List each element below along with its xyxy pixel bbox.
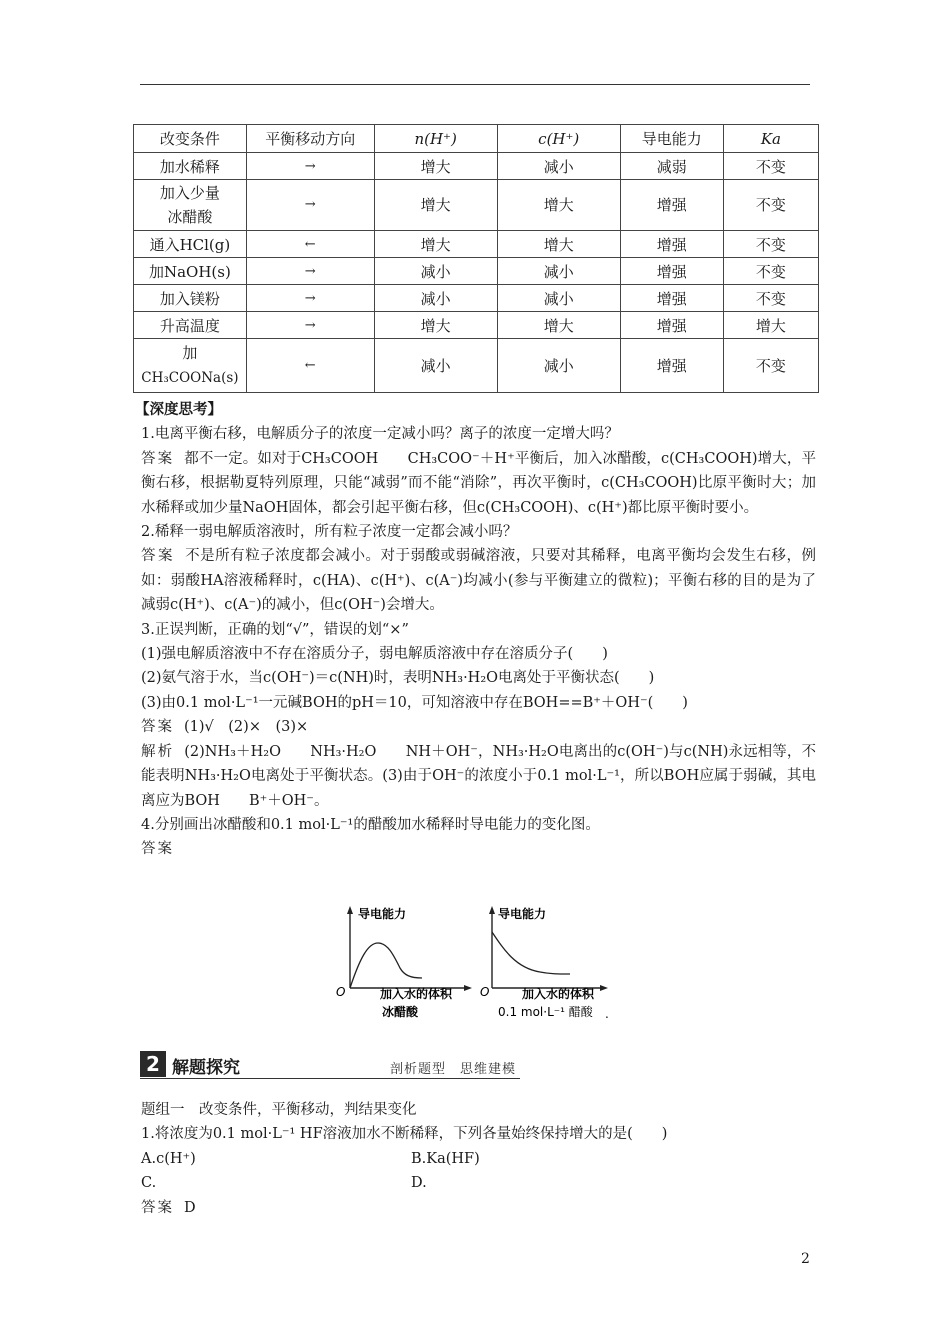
cell-direction: → [246, 258, 374, 285]
table-row [134, 258, 819, 285]
question-4: 4.分别画出冰醋酸和0.1 mol·L⁻¹的醋酸加水稀释时导电能力的变化图。 [141, 816, 600, 833]
section-title: 解题探究 [172, 1058, 240, 1078]
cell-n: 减小 [374, 258, 497, 285]
analysis-3-text: (2)NH₃＋H₂O NH₃·H₂O NH＋OH⁻，NH₃·H₂O电离出的c(OH⁻)与c(NH)永远相等，不能表明NH₃·H₂O电离处于平衡状态。(3)由于OH⁻的浓度小于0.1 mol·L⁻¹，所以BOH应属于弱碱，其电离应为BOH B⁺＋OH⁻。 [141, 743, 817, 809]
cell-direction: → [246, 285, 374, 312]
exercise-answer-text: D [184, 1199, 196, 1216]
question-1: 1.电离平衡右移，电解质分子的浓度一定减小吗？离子的浓度一定增大吗？ [141, 426, 619, 443]
cell-ka: 增大 [723, 312, 818, 339]
answer-3-text: (1)√ (2)× (3)× [184, 719, 309, 736]
table-row [134, 153, 819, 180]
table-row [134, 231, 819, 258]
col-header-conductivity: 导电能力 [620, 125, 723, 153]
cell-conductivity: 增强 [620, 258, 723, 285]
cell-direction: → [246, 312, 374, 339]
cell-condition-line2: CH₃COONa(s) [141, 370, 239, 386]
left-x-arrow-icon [464, 985, 472, 991]
cell-c: 减小 [497, 285, 620, 312]
exercise-answer [141, 1196, 816, 1220]
col-header-c-h: c(H⁺) [497, 125, 620, 153]
cell-direction: → [246, 180, 374, 231]
cell-ka: 不变 [723, 285, 818, 312]
right-origin-label: O [480, 985, 490, 999]
cell-condition [134, 180, 247, 231]
cell-c: 减小 [497, 339, 620, 393]
section-number: 2 [140, 1051, 166, 1077]
option-c: C. [141, 1175, 157, 1192]
cell-condition: 加入镁粉 [134, 285, 247, 312]
conductivity-graphs [336, 898, 626, 1026]
option-b: B.Ka(HF) [411, 1150, 480, 1167]
answer-label: 答案 [141, 1199, 174, 1216]
question-3-2: (2)氨气溶于水，当c(OH⁻)＝c(NH)时，表明NH₃·H₂O电离处于平衡状态( ) [141, 670, 655, 687]
cell-condition-line2: 冰醋酸 [167, 208, 213, 226]
right-y-label: 导电能力 [498, 907, 547, 921]
answer-label: 答案 [141, 841, 174, 858]
col-header-ka: Ka [723, 125, 818, 153]
option-d: D. [411, 1175, 427, 1192]
cell-n: 增大 [374, 153, 497, 180]
question-3-1: (1)强电解质溶液中不存在溶质分子，弱电解质溶液中存在溶质分子( ) [141, 646, 608, 663]
left-x-label: 加入水的体积 [380, 987, 453, 1001]
cell-n: 增大 [374, 312, 497, 339]
cell-c: 减小 [497, 153, 620, 180]
table-row [134, 285, 819, 312]
right-caption: 0.1 mol·L⁻¹ 醋酸 [498, 1005, 593, 1019]
analysis-3 [141, 740, 816, 813]
analysis-label: 解析 [141, 743, 175, 760]
cell-direction: ← [246, 339, 374, 393]
answer-label: 答案 [141, 548, 176, 565]
answer-label: 答案 [141, 719, 174, 736]
left-caption: 冰醋酸 [382, 1005, 419, 1019]
right-x-arrow-icon [600, 985, 608, 991]
right-x-label: 加入水的体积 [522, 987, 595, 1001]
cell-conductivity: 增强 [620, 231, 723, 258]
cell-ka: 不变 [723, 258, 818, 285]
cell-direction: ← [246, 231, 374, 258]
header-rule [140, 84, 810, 85]
cell-conductivity: 减弱 [620, 153, 723, 180]
cell-n: 减小 [374, 339, 497, 393]
cell-ka: 不变 [723, 339, 818, 393]
cell-n: 增大 [374, 231, 497, 258]
group-title: 题组一 改变条件，平衡移动，判结果变化 [141, 1102, 417, 1118]
section-rule [140, 1078, 520, 1079]
options-cd [141, 1171, 816, 1195]
left-y-arrow-icon [347, 906, 353, 914]
answer-4 [141, 837, 816, 861]
answer-1 [141, 447, 816, 520]
cell-condition: 升高温度 [134, 312, 247, 339]
cell-n: 减小 [374, 285, 497, 312]
option-a: A.c(H⁺) [141, 1150, 196, 1167]
left-y-label: 导电能力 [358, 907, 407, 921]
answer-2-text: 不是所有粒子浓度都会减小。对于弱酸或弱碱溶液，只要对其稀释，电离平衡均会发生右移，例如：弱酸HA溶液稀释时，c(HA)、c(H⁺)、c(A⁻)均减小(参与平衡建立的微粒)；平衡右移的目的是为了减弱c(H⁺)、c(A⁻)的减小，但c(OH⁻)会增大。 [141, 548, 817, 614]
table-row [134, 339, 819, 393]
cell-direction: → [246, 153, 374, 180]
right-curve [492, 932, 570, 974]
page-number: 2 [801, 1251, 810, 1267]
answer-1-text: 都不一定。如对于CH₃COOH CH₃COO⁻＋H⁺平衡后，加入冰醋酸，c(CH₃COOH)增大，平衡右移，根据勒夏特列原理，只能“减弱”而不能“消除”，再次平衡时，c(CH₃COOH)比原平衡时大；加水稀释或加少量NaOH固体，都会引起平衡右移，但c(CH₃COOH)、c(H⁺)都比原平衡时要小。 [141, 450, 816, 516]
exercise-question-1: 1.将浓度为0.1 mol·L⁻¹ HF溶液加水不断稀释，下列各量始终保持增大的是( ) [141, 1126, 668, 1143]
table-row [134, 312, 819, 339]
left-curve [350, 943, 422, 988]
cell-conductivity: 增强 [620, 339, 723, 393]
cell-condition-line1: 加 [182, 344, 198, 362]
section-subtitle: 剖析题型 思维建模 [390, 1062, 517, 1077]
cell-c: 增大 [497, 180, 620, 231]
cell-condition-line1: 加入少量 [159, 184, 220, 202]
cell-c: 增大 [497, 231, 620, 258]
question-2: 2.稀释一弱电解质溶液时，所有粒子浓度一定都会减小吗？ [141, 524, 518, 541]
cell-n: 增大 [374, 180, 497, 231]
condition-table [133, 124, 819, 393]
question-3-3: (3)由0.1 mol·L⁻¹一元碱BOH的pH＝10，可知溶液中存在BOH==B⁺＋OH⁻( ) [141, 694, 688, 711]
cell-condition: 通入HCl(g) [134, 231, 247, 258]
col-header-n-h: n(H⁺) [374, 125, 497, 153]
answer-3 [141, 715, 816, 739]
cell-ka: 不变 [723, 153, 818, 180]
deep-thinking-heading: 【深度思考】 [135, 401, 222, 418]
col-header-condition: 改变条件 [134, 125, 247, 153]
cell-conductivity: 增强 [620, 312, 723, 339]
table-row [134, 180, 819, 231]
col-header-direction: 平衡移动方向 [246, 125, 374, 153]
question-3: 3.正误判断，正确的划“√”，错误的划“×” [141, 621, 409, 638]
exercise-block [141, 1098, 816, 1220]
cell-ka: 不变 [723, 180, 818, 231]
section-header [140, 1049, 520, 1079]
cell-condition [134, 339, 247, 393]
cell-c: 减小 [497, 258, 620, 285]
cell-condition: 加NaOH(s) [134, 258, 247, 285]
cell-c: 增大 [497, 312, 620, 339]
table-header-row [134, 125, 819, 153]
right-y-arrow-icon [489, 906, 495, 914]
cell-conductivity: 增强 [620, 285, 723, 312]
cell-condition: 加水稀释 [134, 153, 247, 180]
trailing-period: . [605, 1007, 609, 1021]
cell-conductivity: 增强 [620, 180, 723, 231]
deep-thinking-block [135, 398, 817, 862]
options-ab [141, 1147, 816, 1171]
answer-2 [141, 544, 816, 617]
cell-ka: 不变 [723, 231, 818, 258]
answer-label: 答案 [141, 450, 175, 467]
left-origin-label: O [336, 985, 346, 999]
